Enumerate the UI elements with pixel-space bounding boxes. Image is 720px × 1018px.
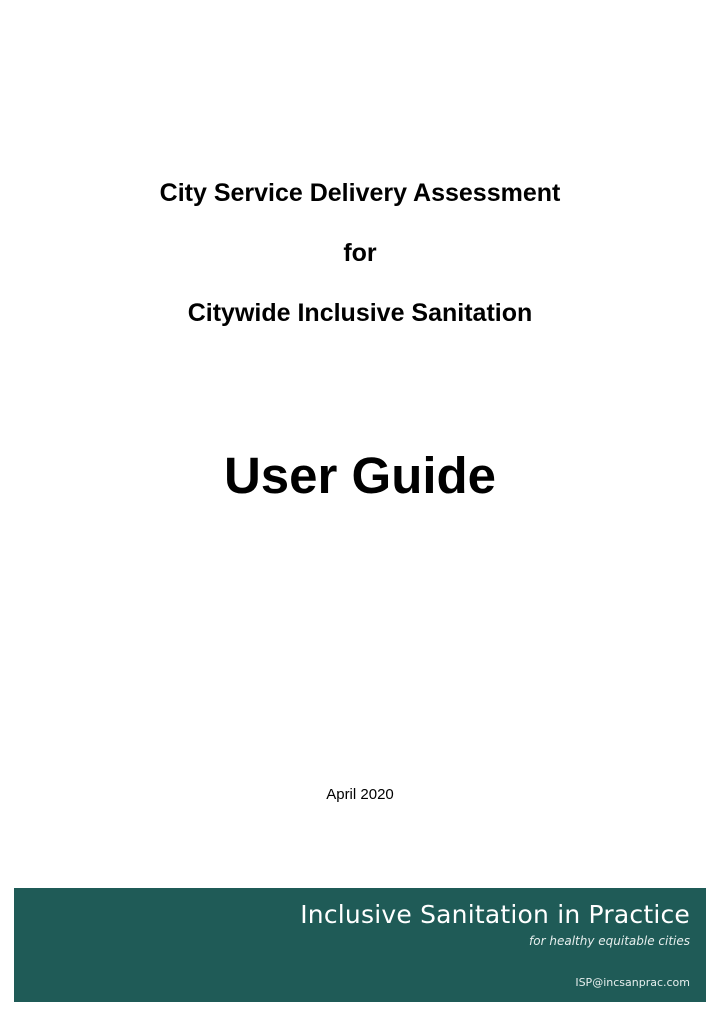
banner-email: ISP@incsanprac.com xyxy=(575,976,690,989)
cover-title-line-2: for xyxy=(343,239,377,267)
banner-title: Inclusive Sanitation in Practice xyxy=(300,900,690,929)
cover-title-line-1: City Service Delivery Assessment xyxy=(159,179,561,207)
banner-tagline: for healthy equitable cities xyxy=(529,934,690,948)
cover-title-line-3: Citywide Inclusive Sanitation xyxy=(187,299,533,327)
footer-banner xyxy=(14,888,706,1002)
publication-date: April 2020 xyxy=(326,786,394,803)
main-title: User Guide xyxy=(223,447,497,504)
